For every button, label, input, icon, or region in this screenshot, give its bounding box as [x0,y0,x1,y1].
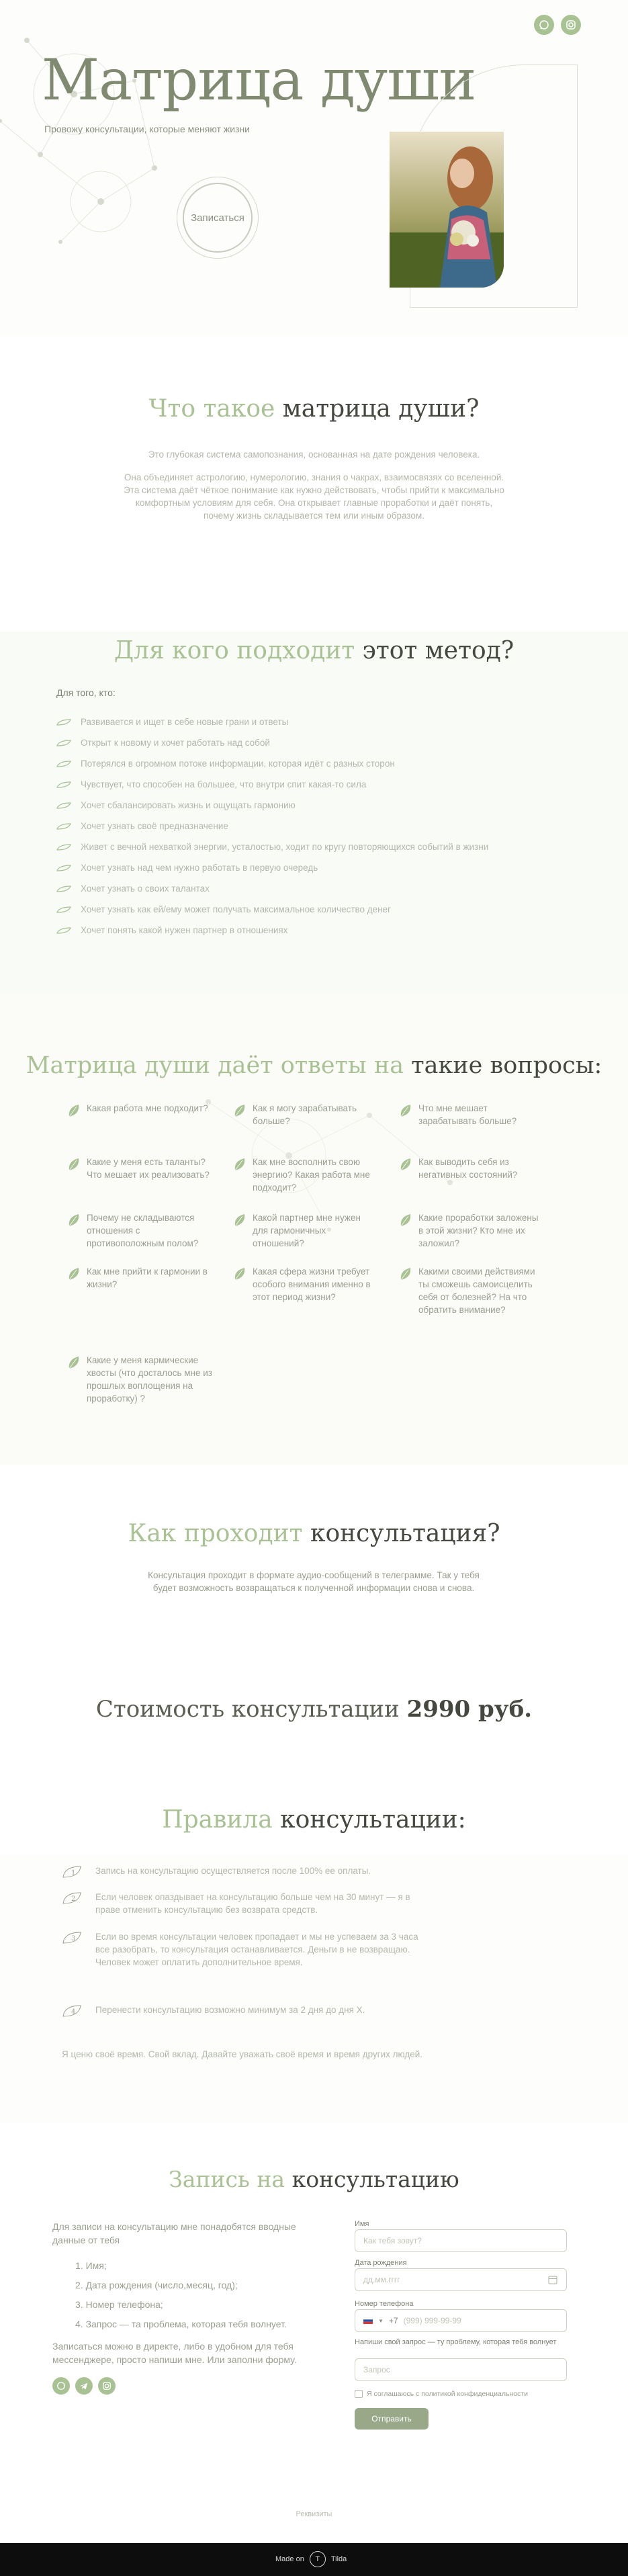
leaf-icon [68,1213,80,1228]
audience-item: Развивается и ищет в себе новые грани и ответы [56,712,488,732]
leaf-icon [68,1355,80,1370]
instagram-icon[interactable] [561,15,581,35]
leaf-outline-icon [56,906,71,913]
booking-instructions [52,2220,328,2395]
process-title: Как проходит консультация? [128,1520,500,1547]
leaf-icon [400,1266,412,1281]
question-item: Какая работа мне подходит? [68,1102,212,1118]
about-title: Что такое матрица души? [148,395,480,423]
audience-section [0,632,628,994]
price-title: Стоимость консультации 2990 руб. [95,1696,533,1723]
booking-steps [75,2256,328,2334]
leaf-outline-icon [56,802,71,809]
leaf-icon [234,1103,246,1118]
telegram-icon[interactable] [75,2377,93,2395]
request-label: Напиши свой запрос — ту проблему, которая тебя волнует [355,2338,557,2346]
about-text-1: Это глубокая система самопознания, основанная на дате рождения человека. [148,449,480,460]
leaf-icon [234,1266,246,1281]
date-label: Дата рождения [355,2259,407,2267]
booking-social [52,2377,328,2395]
name-input[interactable]: Как тебя зовут? [355,2229,567,2252]
about-section [0,336,628,632]
question-item: Как выводить себя из негативных состояний? [400,1156,544,1181]
audience-item: Хочет узнать как ей/ему может получать максимальное количество денег [56,899,488,920]
audience-title: Для кого подходит этот метод? [114,637,514,664]
audience-item: Живет с вечной нехваткой энергии, усталостью, ходит по кругу повторяющихся событий в жизни [56,836,488,857]
question-item: Что мне мешает зарабатывать больше? [400,1102,544,1127]
booking-outro: Записаться можно в директе, либо в удобном для тебя мессенджере, просто напиши мне. Или заполни форму. [52,2341,297,2365]
audience-intro: Для того, кто: [56,687,116,698]
booking-section [0,2123,628,2543]
leaf-outline-icon [56,761,71,767]
question-item: Какой партнер мне нужен для гармоничных отношений? [234,1211,378,1250]
phone-label: Номер телефона [355,2300,414,2308]
phone-input[interactable]: ▼ +7 (999) 999-99-99 [355,2309,567,2332]
leaf-icon [68,1157,80,1172]
submit-button[interactable]: Отправить [355,2408,429,2430]
audience-item: Чувствует, что способен на большее, что внутри спит какая-то сила [56,774,488,795]
rule-number-icon [62,2004,82,2018]
question-item: Как мне прийти к гармонии в жизни? [68,1265,212,1291]
svg-text:4: 4 [71,2008,76,2016]
rule-number-icon [62,1865,82,1879]
booking-step: 4. Запрос — та проблема, которая тебя волнует. [75,2319,287,2329]
question-item: Какими своими действиями ты сможешь самоисцелить себя от болезней? На что обратить внимание? [400,1265,544,1316]
price-value: 2990 руб. [406,1696,533,1723]
question-item: Какая сфера жизни требует особого внимания именно в этот период жизни? [234,1265,378,1303]
leaf-outline-icon [56,740,71,746]
question-item: Какие у меня есть таланты? Что мешает их реализовать? [68,1156,212,1181]
hero-title: Матрица души [42,47,476,113]
book-consultation-button[interactable]: Записаться [183,183,253,253]
calendar-icon[interactable] [547,2274,558,2285]
audience-item: Открыт к новому и хочет работать над собой [56,732,488,753]
tilda-badge[interactable]: Made on T Tilda [275,2551,347,2567]
request-input[interactable]: Запрос [355,2358,567,2381]
hero-photo [390,132,504,288]
rule-item: 2 Если человек опаздывает на консультацию больше чем на 30 минут — я в праве отменить консультацию без возврата средств. [62,1891,424,1916]
hero-subtitle: Провожу консультации, которые меняют жизни [44,124,250,134]
rule-number-icon [62,1891,82,1905]
question-item: Почему не складываются отношения с противоположным полом? [68,1211,212,1250]
footer [0,2543,628,2576]
whatsapp-icon[interactable] [52,2377,70,2395]
audience-item: Потерялся в огромном потоке информации, которая идёт с разных сторон [56,753,488,774]
leaf-outline-icon [56,781,71,788]
leaf-icon [68,1103,80,1118]
question-item: Какие у меня кармические хвосты (что досталось мне из прошлых воплощения на проработку) ? [68,1354,212,1405]
consent-checkbox[interactable] [355,2390,363,2398]
booking-step: 3. Номер телефона; [75,2299,163,2310]
question-item: Как мне восполнить свою энергию? Какая работа мне подходит? [234,1156,378,1194]
leaf-icon [400,1213,412,1228]
svg-text:2: 2 [71,1895,76,1903]
audience-item: Хочет сбалансировать жизнь и ощущать гармонию [56,795,488,816]
rule-item: 3 Если во время консультации человек пропадает и мы не успеваем за 3 часа все разобрать, то консультация останавливается. Деньги в не возвращаю. Человек может оплатить дополнительное время. [62,1930,424,1969]
rule-number-icon [62,1931,82,1944]
audience-item: Хочет узнать своё предназначение [56,816,488,836]
question-item: Какие проработки заложены в этой жизни? Кто мне их заложил? [400,1211,544,1250]
requisites-link[interactable]: Реквизиты [296,2510,332,2518]
date-input[interactable]: дд.мм.гггг [355,2268,567,2291]
leaf-icon [400,1157,412,1172]
flag-ru-icon[interactable] [363,2317,373,2324]
name-label: Имя [355,2220,369,2228]
leaf-icon [400,1103,412,1118]
booking-intro: Для записи на консультацию мне понадобятся вводные данные от тебя [52,2221,296,2245]
about-text-2: Она объединяет астрологию, нумерологию, знания о чакрах, взаимосвязях со вселенной. Эта система даёт чёткое понимание как нужно действовать, чтобы прийти к максимально комфортным условиям для себя. Она открывает главные проработки и даёт понять, почему жизнь складывается тем или иным образом. [124,472,504,521]
tilda-logo-icon: T [310,2551,326,2567]
rules-section [0,1854,628,2123]
questions-title: Матрица души даёт ответы на такие вопросы: [26,1052,602,1079]
leaf-outline-icon [56,719,71,726]
process-section [0,1465,628,1908]
audience-item: Хочет понять какой нужен партнер в отношениях [56,920,488,941]
chevron-down-icon: ▼ [378,2317,384,2324]
rule-item: 1 Запись на консультацию осуществляется после 100% ее оплаты. [62,1864,424,1879]
rules-title: Правила консультации: [162,1806,466,1834]
process-text: Консультация проходит в формате аудио-сообщений в телеграмме. Так у тебя будет возможность возвращаться к полученной информации снова и снова. [148,1570,480,1593]
booking-step: 2. Дата рождения (число,месяц, год); [75,2280,238,2290]
booking-title: Запись на консультацию [169,2166,459,2192]
social-links [534,15,581,35]
audience-item: Хочет узнать над чем нужно работать в первую очередь [56,857,488,878]
leaf-outline-icon [56,865,71,871]
audience-list [56,712,488,941]
leaf-outline-icon [56,823,71,830]
leaf-icon [234,1213,246,1228]
leaf-outline-icon [56,844,71,851]
whatsapp-icon[interactable] [534,15,554,35]
consent-row [355,2390,528,2398]
rules-closing: Я ценю своё время. Свой вклад. Давайте уважать своё время и время других людей. [62,2049,423,2059]
svg-text:3: 3 [71,1935,76,1942]
leaf-icon [68,1266,80,1281]
booking-step: 1. Имя; [75,2260,107,2271]
instagram-icon[interactable] [98,2377,116,2395]
rule-item: 4 Перенести консультацию возможно минимум за 2 дня до дня Х. [62,2004,424,2018]
question-item: Как я могу зарабатывать больше? [234,1102,378,1127]
cta-ring [177,177,259,259]
hero-section [0,0,628,336]
leaf-icon [234,1157,246,1172]
audience-item: Хочет узнать о своих талантах [56,878,488,899]
leaf-outline-icon [56,927,71,934]
consent-label: Я соглашаюсь с политикой конфиденциальности [367,2390,529,2398]
svg-text:1: 1 [71,1869,76,1877]
questions-section [0,994,628,1465]
leaf-outline-icon [56,886,71,892]
